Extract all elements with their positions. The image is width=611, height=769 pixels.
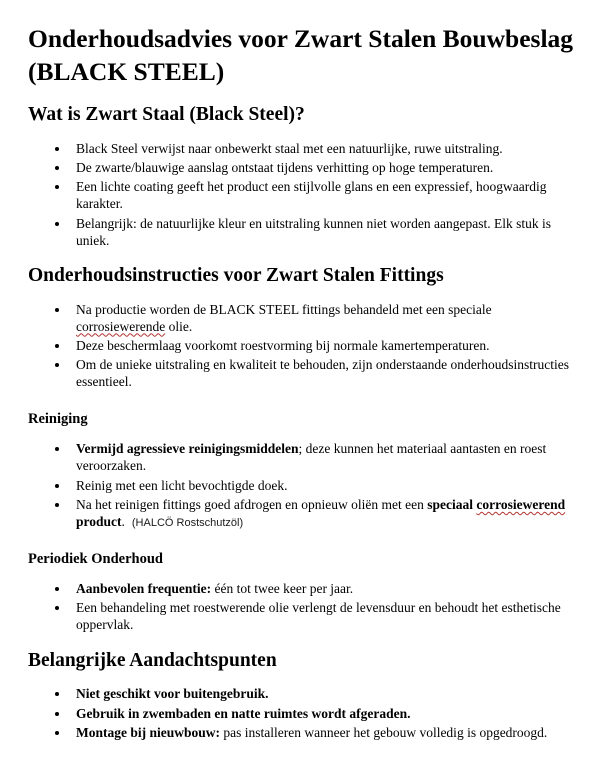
text-run: olie. — [165, 318, 193, 334]
text-run: Een behandeling met roestwerende olie verlengt de levensduur en behoudt het esthetische oppervlak. — [76, 600, 561, 633]
document-title: Onderhoudsadvies voor Zwart Stalen Bouwbeslag (BLACK STEEL) — [28, 24, 574, 87]
text-run: . — [121, 513, 125, 529]
list-item — [70, 357, 583, 391]
list-item — [70, 338, 583, 355]
section-heading-reiniging: Reiniging — [28, 411, 88, 428]
section-heading-onderhoudsinstructies: Onderhoudsinstructies voor Zwart Stalen Fittings — [28, 265, 444, 287]
text-run: ; deze kunnen het materiaal aantasten en roest veroorzaken. — [76, 441, 547, 474]
bullet-list-onderhoudsinstructies — [28, 302, 583, 391]
section-heading-belangrijke-aandachtspunten: Belangrijke Aandachtspunten — [28, 649, 277, 671]
text-run: product — [76, 513, 122, 529]
text-run: Deze beschermlaag voorkomt roestvorming bij normale kamertemperaturen. — [76, 338, 490, 354]
text-run: Een lichte coating geeft het product een stijlvolle glans en een expressief, hoogwaardig karakter. — [76, 179, 547, 212]
text-run: Montage bij nieuwbouw: — [76, 725, 221, 741]
list-item — [70, 725, 583, 742]
text-run: Black Steel verwijst naar onbewerkt staal met een natuurlijke, ruwe uitstraling. — [76, 140, 503, 156]
product-note-text: (HALCÖ Rostschutzöl) — [131, 516, 244, 529]
text-run: Om de unieke uitstraling en kwaliteit te behouden, zijn onderstaande onderhoudsinstructies essentieel. — [76, 357, 569, 390]
list-item — [70, 160, 583, 177]
bullet-list-periodiek-onderhoud — [28, 581, 583, 634]
list-item — [70, 686, 583, 703]
text-run: Na productie worden de BLACK STEEL fittings behandeld met een speciale — [76, 301, 492, 317]
text-run: Na het reinigen fittings goed afdrogen en opnieuw oliën met een — [76, 496, 428, 512]
text-run: Vermijd agressieve reinigingsmiddelen — [76, 441, 299, 457]
list-item — [70, 706, 583, 723]
bullet-list-wat-is-zwart-staal — [28, 141, 583, 250]
list-item — [70, 478, 583, 495]
list-item — [70, 179, 583, 213]
text-run: pas installeren wanneer het gebouw volledig is opgedroogd. — [220, 725, 548, 741]
spellcheck-flagged-text: corrosiewerend — [476, 496, 566, 512]
list-item — [70, 441, 583, 475]
section-heading-wat-is-zwart-staal: Wat is Zwart Staal (Black Steel)? — [28, 104, 305, 126]
text-run: Reinig met een licht bevochtigde doek. — [76, 477, 288, 493]
text-run: Belangrijk: de natuurlijke kleur en uitstraling kunnen niet worden aangepast. Elk stuk is uniek. — [76, 215, 552, 248]
list-item — [70, 141, 583, 158]
text-run: Niet geschikt voor buitengebruik. — [76, 686, 269, 702]
list-item — [70, 581, 583, 598]
text-run: Gebruik in zwembaden en natte ruimtes wordt afgeraden. — [76, 705, 411, 721]
list-item — [70, 216, 583, 250]
text-run: speciaal — [427, 496, 477, 512]
bullet-list-belangrijke-aandachtspunten — [28, 686, 583, 742]
spellcheck-flagged-text: corrosiewerende — [76, 318, 166, 334]
list-item — [70, 302, 583, 336]
list-item — [70, 497, 583, 531]
text-run: Aanbevolen frequentie: — [76, 580, 212, 596]
text-run: één tot twee keer per jaar. — [211, 580, 354, 596]
text-run: De zwarte/blauwige aanslag ontstaat tijdens verhitting op hoge temperaturen. — [76, 160, 494, 176]
section-heading-periodiek-onderhoud: Periodiek Onderhoud — [28, 550, 163, 567]
list-item — [70, 600, 583, 634]
bullet-list-reiniging — [28, 441, 583, 530]
